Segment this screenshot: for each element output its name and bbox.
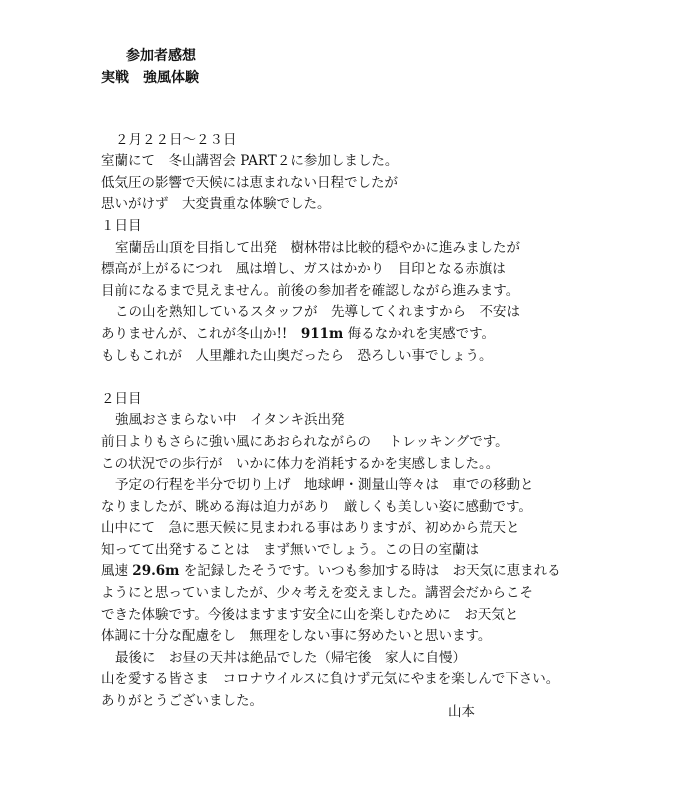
intro-date: ２月２２日〜２３日	[115, 131, 237, 148]
intro-line: 室蘭にて 冬山講習会 PART２に参加しました。	[101, 153, 399, 170]
day2-line: 体調に十分な配慮をし 無理をしない事に努めたいと思います。	[101, 628, 492, 645]
day2-line: できた体験です。今後はますます安全に山を楽しむために お天気と	[101, 606, 519, 623]
elevation-value: 911m	[300, 325, 344, 342]
intro-line: 低気圧の影響で天候には恵まれない日程でしたが	[101, 174, 398, 191]
day2-line	[101, 561, 661, 583]
day2-line: ようにと思っていましたが、少々考えを変えました。講習会だからこそ	[101, 585, 533, 602]
day2-line: 強風おさまらない中 イタンキ浜出発	[115, 412, 345, 429]
day1-line: 標高が上がるにつれ 風は増し、ガスはかかり 目印となる赤旗は	[101, 261, 506, 278]
day2-line: ありがとうございました。	[101, 693, 263, 710]
blank-line	[101, 108, 661, 130]
day1-line: もしもこれが 人里離れた山奥だったら 恐ろしい事でしょう。	[101, 347, 493, 364]
day1-heading: １日目	[101, 217, 142, 234]
document-subtitle: 実戦 強風体験	[101, 70, 199, 86]
day1-line: 室蘭岳山頂を目指して出発 樹林帯は比較的穏やかに進みましたが	[115, 239, 520, 256]
day2-line: この状況での歩行が いかに体力を消耗するかを実感しました。。	[101, 455, 500, 472]
document-title: 参加者感想	[126, 48, 196, 64]
document-body	[101, 108, 661, 713]
day2-line: 前日よりもさらに強い風にあおられながらの トレッキングです。	[101, 433, 509, 450]
day2-line: 山を愛する皆さま コロナウイルスに負けず元気にやまを楽しんで下さい。	[101, 671, 560, 688]
author-signature: 山本	[448, 704, 475, 720]
day1-line	[101, 324, 661, 346]
day2-line: 山中にて 急に悪天候に見まわれる事はありますが、初めから荒天と	[101, 520, 520, 537]
intro-line: 思いがけず 大変貴重な体験でした。	[101, 196, 331, 213]
day2-line: なりましたが、眺める海は迫力があり 厳しくも美しい姿に感動です。	[101, 498, 532, 515]
wind-speed-value: 29.6m	[132, 563, 180, 580]
day2-heading: ２日目	[101, 390, 142, 407]
day2-line: 知ってて出発することは まず無いでしょう。この日の室蘭は	[101, 541, 479, 558]
day1-line: 目前になるまで見えません。前後の参加者を確認しながら進みます。	[101, 282, 520, 299]
day1-line5-post: 侮るなかれを実感です。	[343, 325, 496, 342]
blank-line	[101, 367, 661, 389]
day2-line: 最後に お昼の天丼は絶品でした（帰宅後 家人に自慢）	[115, 649, 466, 666]
wind-pre: 風速	[101, 563, 133, 580]
day1-line: この山を熟知しているスタッフが 先導してくれますから 不安は	[115, 304, 520, 321]
wind-post: を記録したそうです。いつも参加する時は お天気に恵まれる	[179, 563, 561, 580]
day1-line5-pre: ありませんが、これが冬山か!!	[101, 325, 301, 342]
day2-line: 予定の行程を半分で切り上げ 地球岬・測量山等々は 車での移動と	[115, 477, 534, 494]
